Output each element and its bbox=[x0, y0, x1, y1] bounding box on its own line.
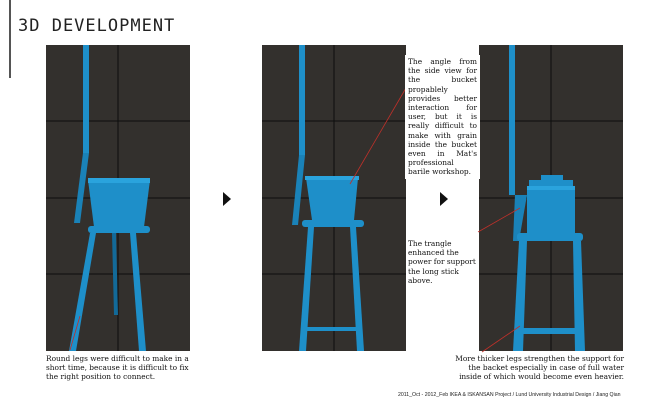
page-title: 3D DEVELOPMENT bbox=[18, 16, 176, 36]
note-round-legs: Round legs were difficult to make in a short time, because it is difficult to fix the right position to connect. bbox=[46, 354, 189, 382]
credit-line: 2011_Oct - 2012_Feb IKEA & ISKANSAN Project / Lund University Industrial Design / Jiang Qian bbox=[398, 392, 621, 398]
render-round-legs bbox=[46, 45, 190, 351]
render-panel-1 bbox=[46, 45, 190, 351]
render-panel-3 bbox=[479, 45, 623, 351]
title-accent-line bbox=[9, 0, 11, 78]
render-panel-2 bbox=[262, 45, 406, 351]
note-triangle: The trangle enhanced the power for support the long stick above. bbox=[408, 239, 476, 285]
render-angled-bucket bbox=[262, 45, 406, 351]
play-triangle-icon bbox=[223, 191, 231, 210]
stand-model-1 bbox=[69, 45, 150, 351]
stand-model-3 bbox=[509, 45, 585, 351]
render-thick-legs bbox=[479, 45, 623, 351]
note-angle-side-view: The angle from the side view for the bucket propablely provides better interaction for user, but it is really difficult to make with grain inside the bucket even in Mat's professional barile workshop. bbox=[405, 55, 480, 179]
play-triangle-icon bbox=[440, 191, 448, 210]
note-thicker-legs: More thicker legs strengthen the support for the backet especially in case of full water inside of which would become even heavier. bbox=[455, 354, 624, 382]
